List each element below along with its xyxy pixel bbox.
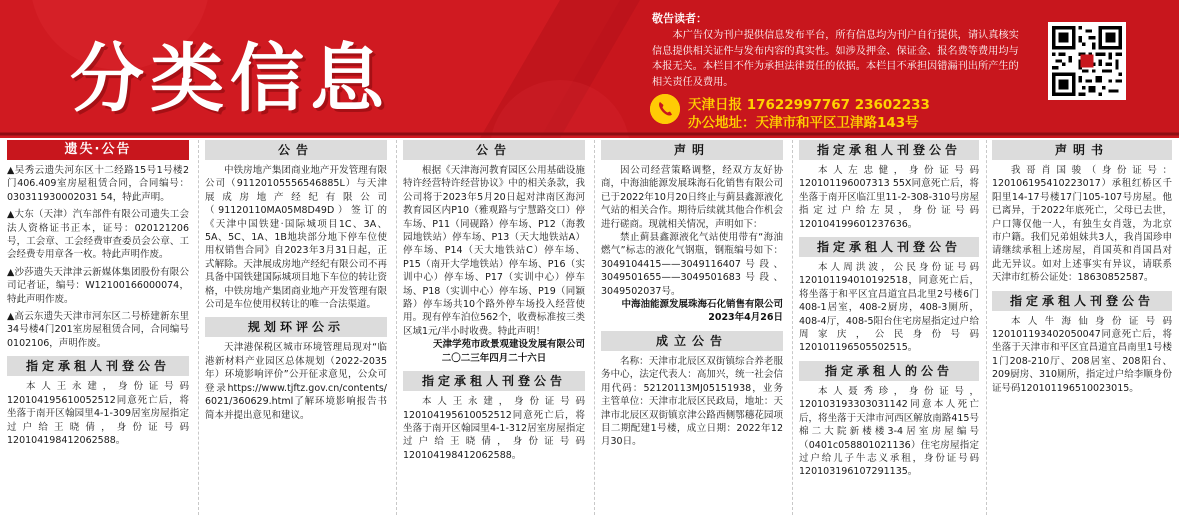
statement-title: 声明	[601, 140, 783, 160]
tenant-notice-text: 本人王永建，身份证号码120104195610052512同意死亡后，将坐落于南开区翰园里4-1-309居室房屋指定过户给王晓倩，身份证号码120104198412062588。	[7, 381, 189, 446]
contact-info	[650, 90, 1010, 130]
section-brand-title: 分类信息	[70, 36, 390, 122]
tenant-notice-text: 本人左忠健，身份证号码120101196007313 55X同意死亡后，将坐落于南开区临江里11-2-308-310号房屋指定过户给左炅，身份证号码120104199601237636。	[799, 165, 979, 230]
address-line: 办公地址：天津市和平区卫津路143号	[688, 115, 919, 131]
column-announcements	[205, 140, 387, 515]
lost-item: ▲高云东遗失天津市河东区二号桥建新东里34号楼4门201室房屋租赁合同，合同编号0102106，声明作废。	[7, 311, 189, 349]
tenant-notice-title: 指定承租人刊登公告	[7, 356, 189, 376]
phone-icon	[650, 94, 680, 124]
tenant-notice-text: 本人王永建，身份证号码120104195610052512同意死亡后，将坐落于南开区翰园里4-1-312居室房屋指定过户给王晓倩，身份证号码120104198412062588。	[403, 396, 585, 461]
eia-notice-text: 天津港保税区城市环境管理局现对“临港新材料产业园区总体规划（2022-2035年）环境影响评价”公开征求意见，公众可登录https://www.tjftz.gov.cn/contents/6021/360629.html了解环境影响报告书简本并提出意见和建议。	[205, 342, 387, 421]
establishment-notice-text: 名称：天津市北辰区双街镇综合养老服务中心，法定代表人：高加兴，统一社会信用代码：52120113MJ05151938，业务主管单位：天津市北辰区民政局，地址：天津市北辰区双街镇京津公路西侧鄂穗花园项目二期配建1号楼，成立日期：2022年12月30日。	[601, 355, 783, 448]
column-divider	[986, 140, 987, 515]
column-divider	[396, 140, 397, 515]
column-statement	[601, 140, 783, 515]
statement-signer: 中海油能源发展珠海石化销售有限公司	[621, 299, 783, 311]
notice-title: 敬告读者：	[652, 12, 707, 25]
column-lost-notices	[7, 140, 189, 515]
eia-notice-title: 规划环评公示	[205, 317, 387, 337]
parking-notice-date: 二〇二三年四月二十六日	[441, 352, 547, 364]
column-divider	[198, 140, 199, 515]
lost-item: ▲沙莎遗失天津津云新媒体集团股份有限公司记者证，编号：W12100166000074，特此声明作废。	[7, 266, 189, 305]
column-divider	[792, 140, 793, 515]
column-declarations	[992, 140, 1172, 515]
qr-code	[1048, 22, 1126, 100]
parking-notice-signer: 天津学苑市政景观建设发展有限公司	[432, 339, 585, 351]
column-tenant-notices	[799, 140, 979, 515]
column-parking-notice	[403, 140, 585, 515]
tenant-notice-title: 指定承租人刊登公告	[799, 140, 979, 160]
tenant-notice-text: 本人牛海仙身份证号码120101193402050047同意死亡后，将坐落于天津市和平区宜昌道宜昌南里1号楼1门208-210厅、208居室、208阳台、209厨房、310厕所，指定过户给李顺身份证号码120101196510023015。	[992, 315, 1172, 394]
establishment-notice-title: 成立公告	[601, 331, 783, 351]
tenant-notice-text: 本人聂秀珍，身份证号，120103193303031142同意本人死亡后，将坐落于天津市河西区解放南路415号棉二大院新楼楼3-4居室房屋编号（0401c058801021136）住宅房屋指定过户给儿子牛志义承租，身份证号码120103196107291135。	[799, 385, 979, 478]
notice-body: 本广告仅为刊户提供信息发布平台，所有信息均为刊户自行提供，请认真核实信息提供相关证件与发布内容的真实性。如涉及押金、保证金、报名费等费用均与本报无关。本栏目不作为承担法律责任的依据。本栏目不承担因错漏刊出所产生的相关责任及费用。	[652, 30, 1019, 88]
lost-item: ▲大东（天津）汽车部件有限公司遗失工会法人资格证书正本，证号：020121206号，工会章、工会经费审查委员会公章、工会经费专用章各一枚。特此声明作废。	[7, 209, 189, 261]
statement-text: 因公司经营策略调整，经双方友好协商，中海油能源发展珠海石化销售有限公司已于2022年10月20日终止与蓟县鑫源液化气站的相关合作。期待后续就其他合作机会进行磋商。现就相关情况，声明如下：	[601, 165, 783, 230]
lost-item: ▲吴秀云遗失河东区十二经路15号1号楼2门406.409室房屋租赁合同，合同编号：030311930002031 54，特此声明。	[7, 165, 189, 203]
column-divider	[594, 140, 595, 515]
phone-line: 天津日报 17622997767 23602233	[688, 97, 930, 113]
classifieds-content	[7, 140, 1172, 515]
announcement-title: 公告	[205, 140, 387, 160]
tenant-notice-title: 指定承租人刊登公告	[992, 291, 1172, 311]
declaration-title: 声明书	[992, 140, 1172, 160]
tenant-notice-title: 指定承租人的公告	[799, 361, 979, 381]
tenant-notice-title: 指定承租人刊登公告	[403, 371, 585, 391]
parking-notice-text: 根据《天津海河教育园区公用基础设施特许经营特许经营协议》中的相关条款，我公司将于2023年5月20日起对津南区海河教育园区内P10（雅观路与宁慧路交口）停车场、P11（同砚路）停车场、P12（海教园地铁站）停车场、P13（天大地铁站A）停车场、P14（天大地铁站C）停车场、P15（南开大学地铁站）停车场、P16（实训中心）停车场、P17（实训中心）停车场、P18（实训中心）停车场、P19（同颖路）停车场共10个路外停车场投入经营使用。现有停车泊位562个，收费标准按三类区域1元/半小时收费。特此声明！	[403, 165, 585, 337]
statement-cylinders: 禁止蓟县鑫源液化气站使用带有“海油燃气”标志的液化气钢瓶，钢瓶编号如下：3049104415——3049116407号段、3049501655——3049501683号段、3049502037号。	[601, 232, 783, 297]
lost-notice-title: 遗失·公告	[7, 140, 189, 160]
tenant-notice-title: 指定承租人刊登公告	[799, 237, 979, 257]
header-banner	[0, 0, 1179, 138]
declaration-text: 我哥肖国骏（身份证号：120106195410223017）承租红桥区千阳里14-17号楼17门105-107号房屋。他已离异，于2022年底死亡，父母已去世，户口簿仅他一人，有独生女肖蔻，为北京市户籍。我们兄弟姐妹共3人，我肖国珍申请继续承租上述房屋，肖国英和肖国昌对此无异议。如对上述事实有异议，请联系天津市红桥公证处：18630852587。	[992, 165, 1172, 284]
tenant-notice-text: 本人周洪波，公民身份证号码120101194010192518，同意死亡后，将坐落于和平区宜昌道宜昌北里2号楼6门408-1居室，408-2厨房，408-3厕所，408-4厅，408-5阳台住宅房屋指定过户给周家庆，公民身份号码120101196505502515。	[799, 262, 979, 354]
parking-notice-title: 公告	[403, 140, 585, 160]
statement-date: 2023年4月26日	[708, 312, 783, 324]
announcement-text: 中铁房地产集团商业地产开发管理有限公司（91120105556546885L）与天津展成房地产经纪有限公司（91120110MA05M8D49D）签订的《天津中国铁建·国际城项目1C、3A、5A、5C、1A、1B地块部分地下停车位使用权销售合同》自2023年3月31日起，正式解除。天津展成房地产经纪有限公司不再具备中国铁建国际城项目地下车位的转让资格，中铁房地产集团商业地产开发管理有限公司是车位使用权转让的唯一合法渠道。	[205, 165, 387, 311]
reader-notice	[652, 10, 1022, 90]
